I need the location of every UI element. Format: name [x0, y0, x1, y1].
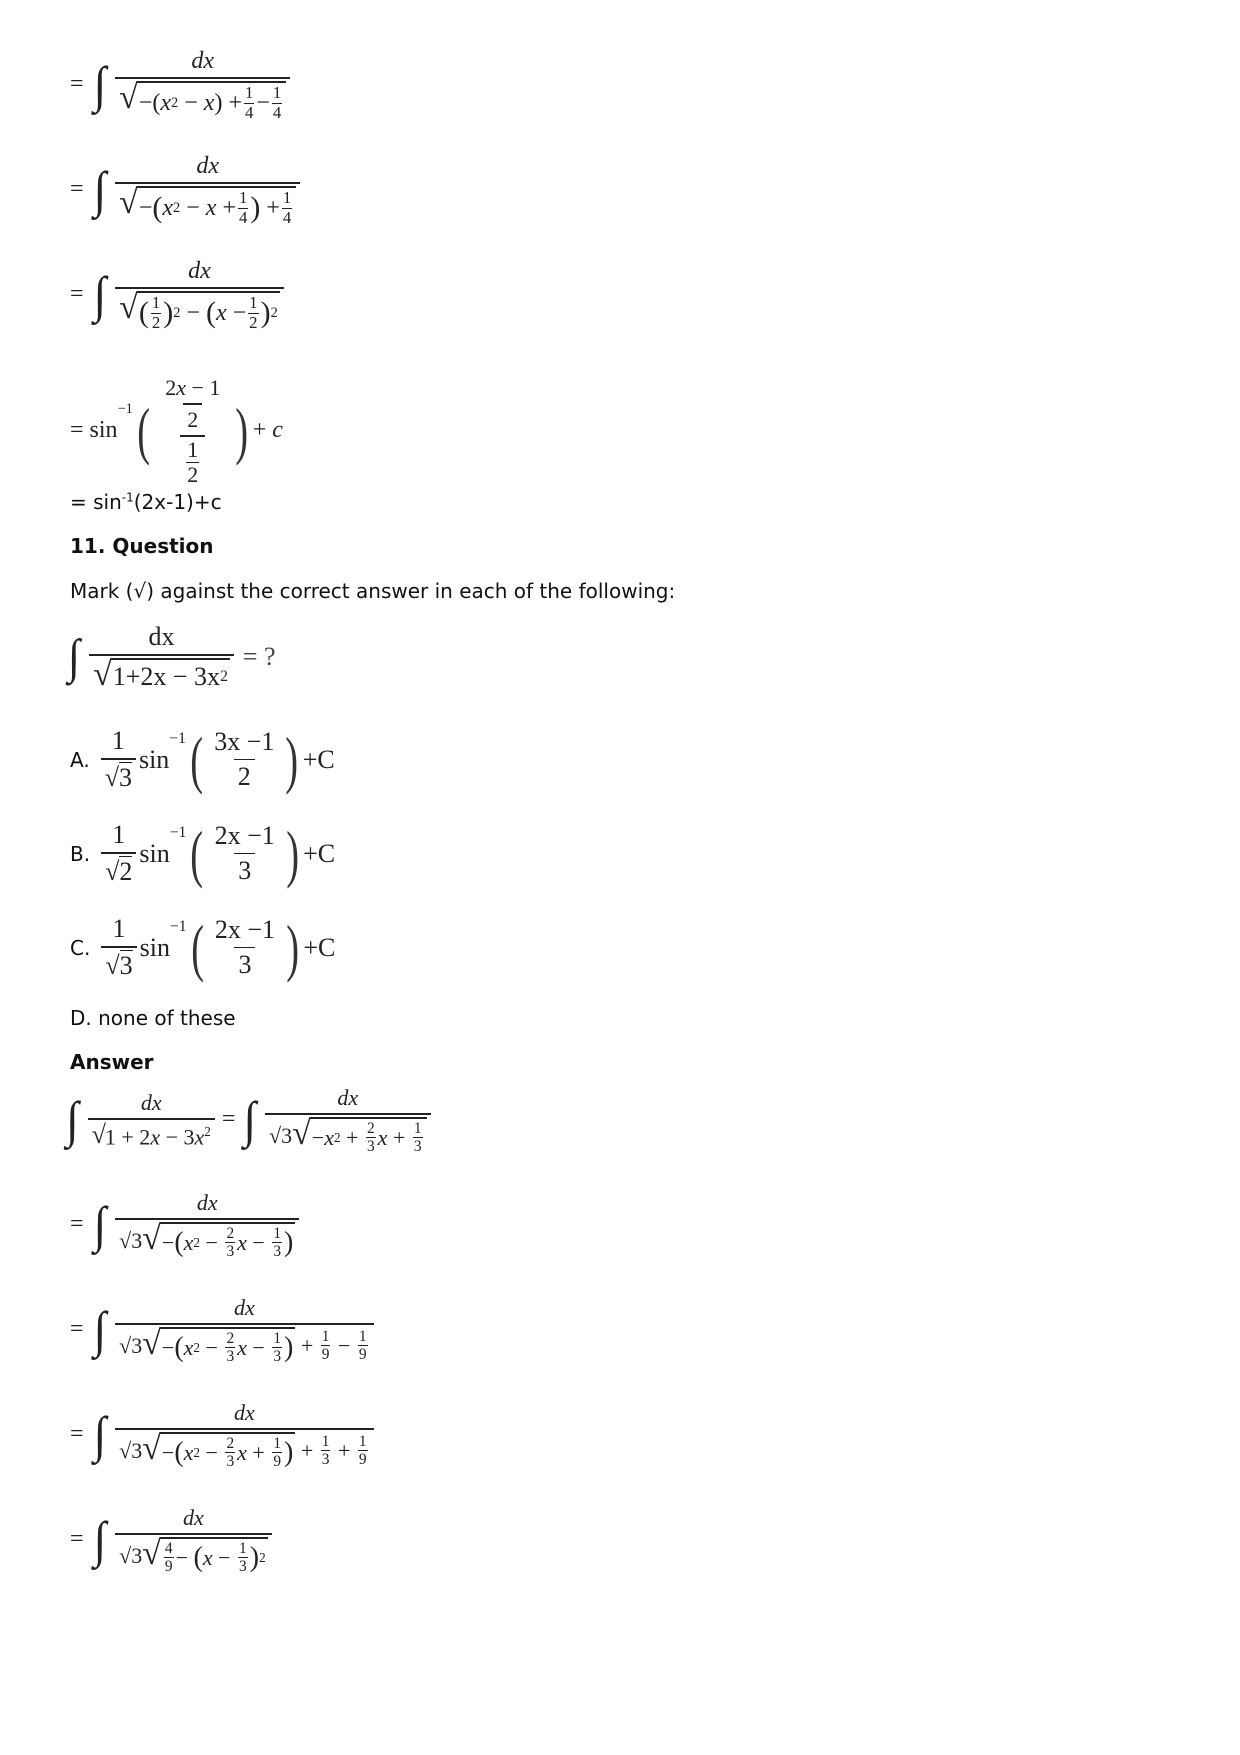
radical-sign: √ — [142, 1220, 161, 1257]
minus: − — [138, 89, 153, 116]
inverse-exponent: −1 — [169, 824, 187, 841]
plus: + — [266, 194, 280, 221]
denominator: 2 — [234, 759, 255, 792]
fraction — [115, 1505, 272, 1575]
denominator — [115, 77, 290, 122]
minus: − — [186, 194, 200, 221]
final-prefix: = sin — [70, 490, 122, 514]
fraction — [89, 622, 234, 692]
denominator — [180, 435, 205, 486]
fraction-quarter — [238, 190, 248, 227]
radicand: 4 9 − ( x − 1 3 ) 2 — [160, 1537, 268, 1575]
den: 2 — [151, 312, 161, 332]
minus: − — [232, 299, 247, 326]
inverse-exponent: −1 — [169, 730, 186, 747]
fraction — [115, 1400, 373, 1470]
sqrt-icon: √ — [119, 1542, 132, 1568]
denominator — [101, 852, 136, 887]
question-instruction: Mark (√) against the correct answer in each of the following: — [70, 579, 676, 603]
equals-sign: = — [70, 1421, 84, 1448]
radical-sign: √ — [93, 656, 112, 693]
num: 1 — [238, 188, 248, 207]
denominator — [115, 1218, 299, 1260]
prev-final-line — [70, 490, 222, 514]
paren: ( — [152, 191, 163, 225]
answer-step-5 — [70, 1505, 275, 1575]
sqrt-icon: √ — [269, 1122, 282, 1148]
option-text: none of these — [98, 1006, 236, 1030]
prev-step-3 — [70, 258, 287, 332]
denominator — [88, 1118, 215, 1150]
numerator: dx — [188, 258, 211, 284]
numerator: 1 — [111, 726, 125, 755]
option-label: A. — [70, 747, 90, 772]
paren: ) — [163, 296, 174, 330]
equals-sign: = — [70, 417, 84, 443]
option-label: C. — [70, 935, 91, 960]
prev-step-4 — [70, 375, 283, 486]
numerator: dx — [140, 1089, 162, 1115]
square-root — [292, 1117, 426, 1155]
var: x — [215, 299, 227, 326]
integral-sign: ∫ — [66, 1091, 79, 1148]
radicand — [111, 658, 230, 692]
fraction-quarter — [272, 85, 282, 122]
prev-step-1 — [70, 48, 293, 122]
num: 1 — [187, 437, 199, 462]
square-root — [91, 1119, 211, 1150]
option-a[interactable] — [70, 723, 335, 795]
argument — [211, 915, 279, 980]
denominator: √ 3 √ − ( x 2 − 2 3 x − 1 3 ) + 1 9 − 1 9 — [115, 1323, 373, 1365]
num: 1 — [151, 293, 161, 312]
equals-sign: = — [70, 1316, 84, 1343]
sqrt-icon: √ — [105, 950, 120, 980]
den: 4 — [244, 102, 254, 122]
fraction — [265, 1085, 431, 1155]
exponent: 2 — [270, 304, 278, 321]
numerator: 2x −1 — [214, 821, 275, 850]
num: 1 — [272, 83, 282, 102]
denominator — [115, 1533, 272, 1575]
integral-sign: ∫ — [68, 629, 81, 684]
exponent: 2 — [173, 304, 181, 321]
paren: ) — [285, 723, 299, 795]
numerator — [157, 375, 228, 435]
fraction — [115, 153, 300, 227]
radicand: 3 — [131, 1332, 143, 1358]
sin-function: sin — [139, 932, 170, 962]
plus-constant: +C — [303, 838, 336, 868]
radicand: − ( x 2 − 2 3 x − 1 3 ) — [160, 1222, 295, 1260]
question-integral — [70, 622, 276, 692]
option-c[interactable] — [70, 911, 336, 983]
answer-heading: Answer — [70, 1050, 154, 1074]
numerator: 1 — [112, 820, 126, 849]
equals-sign: = — [70, 176, 84, 203]
denominator: 2 — [183, 403, 202, 433]
square-root — [142, 1537, 267, 1575]
radicand: 2 — [119, 857, 133, 886]
integral-sign: ∫ — [93, 1196, 107, 1253]
integral-sign: ∫ — [93, 56, 107, 113]
plus-constant: +C — [303, 932, 336, 962]
radicand: $1 + 2x - 3x^2$ — [104, 1123, 211, 1150]
var: x — [203, 89, 215, 116]
exponent: 2 — [220, 668, 228, 685]
denominator — [115, 182, 300, 227]
paren: ) — [286, 817, 299, 889]
option-label: D. — [70, 1006, 92, 1030]
sqrt-icon: √ — [119, 1332, 132, 1358]
minus: − — [184, 89, 198, 116]
plus: + — [228, 89, 242, 116]
plus-constant: +C — [302, 744, 335, 774]
fraction-half — [248, 295, 258, 332]
num: 1 — [244, 83, 254, 102]
radicand — [137, 291, 280, 332]
radicand: 3 — [131, 1542, 143, 1568]
paren: ) — [260, 296, 271, 330]
argument — [211, 821, 279, 886]
final-suffix: (2x-1)+c — [133, 490, 222, 514]
option-label: B. — [70, 841, 91, 866]
radical-sign: √ — [142, 1430, 161, 1467]
radicand: 3 — [131, 1437, 143, 1463]
num: 1 — [282, 188, 292, 207]
integral-sign: ∫ — [93, 161, 107, 218]
answer-step-2 — [70, 1190, 302, 1260]
argument — [210, 727, 278, 792]
radical-sign: √ — [119, 184, 138, 221]
final-sup: -1 — [121, 490, 134, 505]
paren: ( — [190, 911, 204, 983]
denominator: 3 — [234, 947, 255, 980]
square-root — [142, 1327, 295, 1365]
denominator — [89, 654, 234, 692]
paren: ) — [214, 89, 223, 116]
num: 1 — [249, 293, 258, 312]
radicand: 3 — [131, 1227, 143, 1253]
radical-sign: √ — [119, 79, 138, 116]
minus: − — [186, 299, 200, 326]
coefficient — [101, 726, 136, 793]
radical-sign: √ — [292, 1115, 311, 1152]
numerator: dx — [191, 48, 215, 74]
prev-step-2 — [70, 153, 303, 227]
paren: ) — [250, 191, 261, 225]
option-d[interactable] — [70, 1006, 236, 1030]
answer-step-4 — [70, 1400, 377, 1470]
radicand: 3 — [119, 951, 133, 980]
inner-fraction — [161, 375, 224, 433]
square-root — [93, 658, 230, 692]
radicand — [137, 81, 286, 122]
radical-sign: √ — [142, 1535, 161, 1572]
exponent: 2 — [171, 94, 179, 111]
var: x — [162, 194, 174, 221]
numerator: 1 — [112, 914, 126, 943]
square-root — [119, 186, 296, 227]
radicand — [137, 186, 296, 227]
den: 2 — [249, 312, 258, 332]
var: x — [205, 194, 217, 221]
sin-function: sin — [139, 838, 170, 868]
denominator — [101, 758, 136, 793]
den: 4 — [272, 102, 282, 122]
den: 4 — [238, 207, 248, 227]
sin-function: sin — [89, 417, 118, 443]
paren: ( — [190, 723, 203, 795]
equals-sign: = — [221, 1106, 236, 1133]
numerator: 2x −1 — [214, 915, 276, 944]
numerator: dx — [196, 1190, 218, 1215]
radicand: − x 2 + 2 3 x + 1 3 — [310, 1117, 427, 1155]
denominator: √ 3 √ − ( x 2 − 2 3 x + 1 9 ) + 1 3 + 1 9 — [115, 1428, 373, 1470]
radical-sign: √ — [91, 1119, 106, 1149]
integral-sign: ∫ — [243, 1091, 257, 1148]
numerator: 3x −1 — [214, 727, 275, 756]
numerator: 2x − 1 — [165, 375, 221, 400]
integral-sign: ∫ — [93, 1301, 107, 1358]
sqrt-icon: √ — [105, 856, 120, 886]
inverse-exponent: −1 — [117, 401, 133, 417]
denominator — [265, 1113, 431, 1155]
numerator: dx — [148, 622, 175, 651]
equals-sign: = — [70, 1526, 84, 1553]
coefficient — [101, 820, 136, 887]
square-root — [142, 1222, 295, 1260]
question-heading: 11. Question — [70, 534, 214, 558]
integral-sign: ∫ — [93, 266, 107, 323]
radical-sign: √ — [142, 1325, 161, 1362]
equals-question: = ? — [242, 642, 276, 671]
equals-sign: = — [70, 71, 84, 98]
equals-sign: = — [70, 1211, 84, 1238]
radicand: − ( x 2 − 2 3 x + 1 9 ) — [160, 1432, 295, 1470]
radicand: 3 — [118, 763, 132, 792]
fraction — [115, 1190, 299, 1260]
numerator: dx — [196, 153, 220, 179]
integral-sign: ∫ — [93, 1511, 107, 1568]
radicand: − ( x 2 − 2 3 x − 1 3 ) — [160, 1327, 295, 1365]
fraction — [115, 48, 290, 122]
square-root — [119, 291, 280, 332]
plus: + — [252, 417, 267, 443]
minus: − — [138, 194, 153, 221]
paren: ( — [190, 817, 204, 889]
fraction — [115, 258, 284, 332]
plus: + — [222, 194, 236, 221]
fraction-quarter — [282, 190, 292, 227]
paren: ( — [138, 296, 149, 330]
coefficient — [101, 914, 136, 981]
radical-sign: √ — [119, 289, 138, 326]
answer-step-3 — [70, 1295, 377, 1365]
minus: − — [256, 89, 270, 116]
paren: ( — [205, 296, 216, 330]
fraction — [115, 1295, 373, 1365]
inverse-exponent: −1 — [169, 918, 187, 935]
fraction — [88, 1090, 215, 1150]
radicand: 3 — [281, 1122, 293, 1148]
compound-fraction — [157, 375, 228, 486]
numerator: dx — [183, 1505, 204, 1530]
numerator: dx — [234, 1400, 255, 1425]
integral-sign: ∫ — [93, 1406, 107, 1463]
equals-sign: = — [70, 281, 84, 308]
den: 4 — [282, 207, 292, 227]
sin-function: sin — [138, 744, 170, 774]
sqrt-icon: √ — [119, 1227, 132, 1253]
den: 2 — [187, 462, 199, 487]
denominator — [101, 946, 136, 981]
sqrt-icon: √ — [119, 1437, 132, 1463]
fraction-quarter — [244, 85, 254, 122]
numerator: dx — [337, 1085, 359, 1110]
square-root — [119, 81, 286, 122]
answer-step-1 — [66, 1085, 434, 1156]
constant: c — [272, 417, 283, 443]
exponent: 2 — [173, 199, 181, 216]
paren: ) — [235, 394, 249, 466]
paren: ( — [152, 89, 161, 116]
radicand-text: 1+2x − 3x — [112, 662, 221, 691]
paren: ( — [137, 394, 150, 466]
square-root — [142, 1432, 295, 1470]
var: x — [160, 89, 172, 116]
denominator: 3 — [234, 853, 255, 886]
sqrt-icon: √ — [104, 762, 119, 792]
denominator — [115, 287, 284, 332]
fraction-half — [151, 295, 161, 332]
option-b[interactable] — [70, 817, 336, 889]
fraction-half — [186, 439, 199, 486]
paren: ) — [286, 911, 300, 983]
numerator: dx — [234, 1295, 255, 1320]
